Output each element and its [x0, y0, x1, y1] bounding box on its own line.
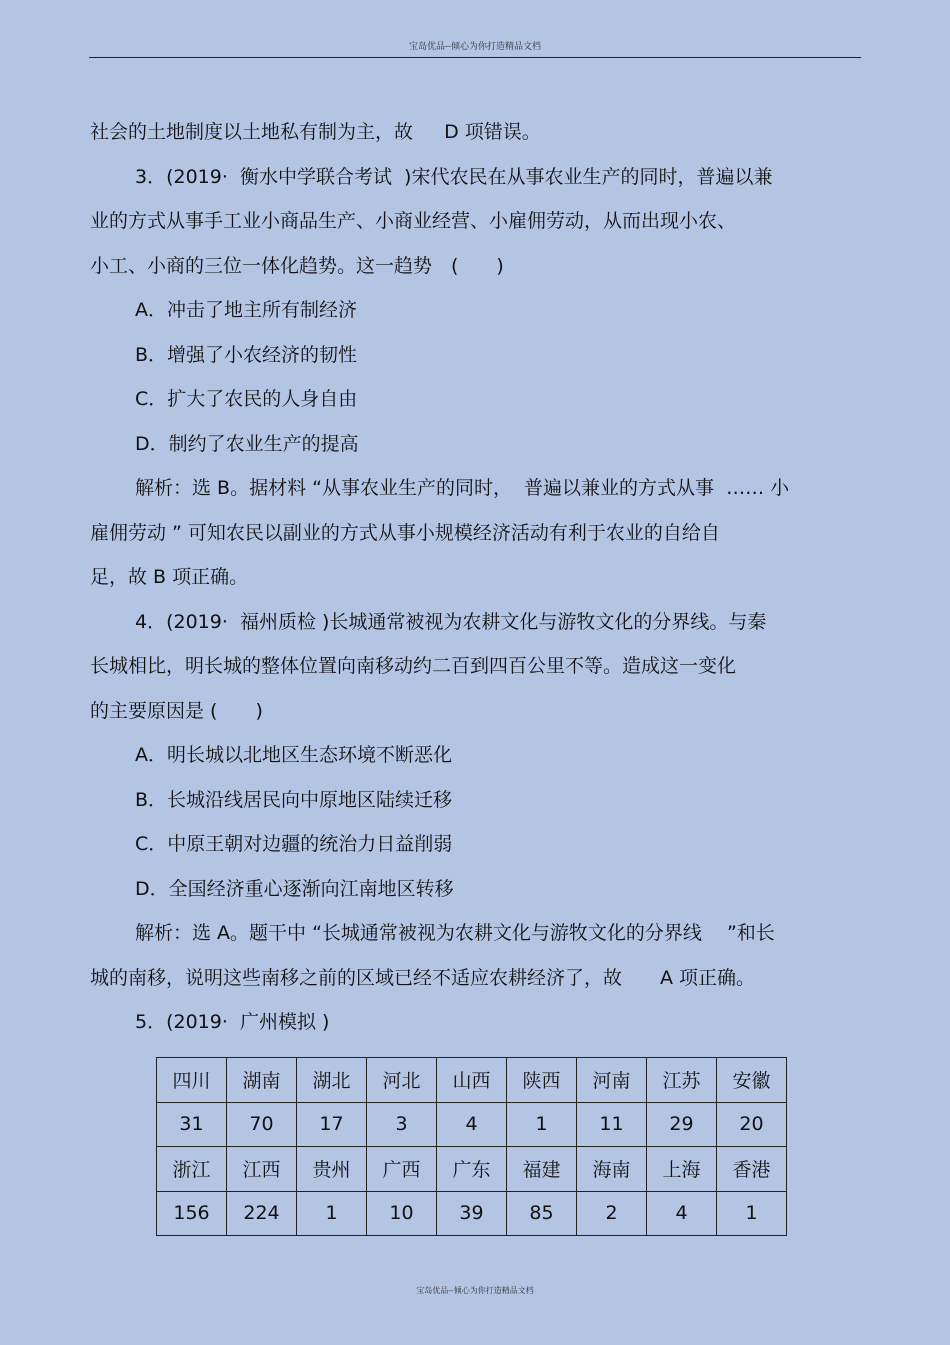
page-header: 宝岛优品--倾心为你打造精品文档: [408, 42, 542, 52]
table-cell: 湖北: [297, 1058, 367, 1103]
question-4-analysis-cont: 城的南移，说明这些南移之前的区域已经不适应农耕经济了，故 A 项正确。: [90, 966, 756, 989]
table-cell: 1: [507, 1102, 577, 1147]
table-cell: 39: [437, 1191, 507, 1236]
table-cell: 70: [227, 1102, 297, 1147]
question-4-option-b: B．长城沿线居民向中原地区陆续迁移: [135, 788, 453, 811]
table-cell: 31: [157, 1102, 227, 1147]
table-cell: 4: [647, 1191, 717, 1236]
header-divider: [89, 57, 861, 58]
table-cell: 11: [577, 1102, 647, 1147]
table-row: [157, 1102, 787, 1147]
table-cell: 江苏: [647, 1058, 717, 1103]
table-cell: 上海: [647, 1147, 717, 1192]
table-cell: 4: [437, 1102, 507, 1147]
table-cell: 1: [297, 1191, 367, 1236]
question-4-analysis: 解析：选 A。题干中 “长城通常被视为农耕文化与游牧文化的分界线 ”和长: [135, 922, 775, 944]
table-row: [157, 1191, 787, 1236]
table-cell: 福建: [507, 1147, 577, 1192]
table-cell: 广东: [437, 1147, 507, 1192]
question-4-stem-cont: 的主要原因是 ( ): [90, 699, 263, 722]
table-cell: 1: [717, 1191, 787, 1236]
table-row: [157, 1058, 787, 1103]
table-cell: 20: [717, 1102, 787, 1147]
table-cell: 10: [367, 1191, 437, 1236]
document-body: [90, 110, 860, 1045]
question-3-option-a: A．冲击了地主所有制经济: [135, 299, 357, 321]
question-3-analysis-cont: 足，故 B 项正确。: [90, 566, 249, 588]
table-cell: 湖南: [227, 1058, 297, 1103]
question-3-option-d: D．制约了农业生产的提高: [135, 432, 359, 455]
table-cell: 山西: [437, 1058, 507, 1103]
table-cell: 江西: [227, 1147, 297, 1192]
question-4-stem-cont: 长城相比，明长城的整体位置向南移动约二百到四百公里不等。造成这一变化: [90, 655, 737, 677]
question-4-option-c: C．中原王朝对边疆的统治力日益削弱: [135, 833, 453, 855]
question-5-stem: 5．(2019· 广州模拟 ): [135, 1011, 330, 1033]
table-cell: 四川: [157, 1058, 227, 1103]
table-cell: 29: [647, 1102, 717, 1147]
question-4-option-d: D．全国经济重心逐渐向江南地区转移: [135, 877, 454, 900]
question-4-option-a: A．明长城以北地区生态环境不断恶化: [135, 744, 452, 766]
table-cell: 2: [577, 1191, 647, 1236]
table-cell: 3: [367, 1102, 437, 1147]
table-cell: 河北: [367, 1058, 437, 1103]
table-cell: 224: [227, 1191, 297, 1236]
page-footer: 宝岛优品--倾心为你打造精品文档: [416, 1286, 534, 1295]
table-cell: 156: [157, 1191, 227, 1236]
table-cell: 浙江: [157, 1147, 227, 1192]
table-cell: 香港: [717, 1147, 787, 1192]
province-data-table: [156, 1057, 787, 1236]
table-cell: 河南: [577, 1058, 647, 1103]
question-3-option-b: B．增强了小农经济的韧性: [135, 343, 358, 366]
question-3-stem-cont: 业的方式从事手工业小商品生产、小商业经营、小雇佣劳动，从而出现小农、: [90, 210, 737, 232]
question-3-stem-cont: 小工、小商的三位一体化趋势。这一趋势 ( ): [90, 254, 504, 277]
table-cell: 17: [297, 1102, 367, 1147]
question-3-option-c: C．扩大了农民的人身自由: [135, 388, 358, 410]
question-3-stem: 3．(2019· 衡水中学联合考试 )宋代农民在从事农业生产的同时，普遍以兼: [135, 165, 773, 188]
table-cell: 陕西: [507, 1058, 577, 1103]
question-3-analysis: 解析：选 B。据材料 “从事农业生产的同时， 普遍以兼业的方式从事 …… 小: [135, 477, 790, 499]
question-3-analysis-cont: 雇佣劳动 ” 可知农民以副业的方式从事小规模经济活动有利于农业的自给自: [90, 521, 720, 544]
table-cell: 85: [507, 1191, 577, 1236]
table-cell: 安徽: [717, 1058, 787, 1103]
table-row: [157, 1147, 787, 1192]
text-line: 社会的土地制度以土地私有制为主，故 D 项错误。: [90, 121, 541, 143]
table-cell: 海南: [577, 1147, 647, 1192]
table-cell: 广西: [367, 1147, 437, 1192]
table-cell: 贵州: [297, 1147, 367, 1192]
question-4-stem: 4．(2019· 福州质检 )长城通常被视为农耕文化与游牧文化的分界线。与秦: [135, 610, 767, 633]
